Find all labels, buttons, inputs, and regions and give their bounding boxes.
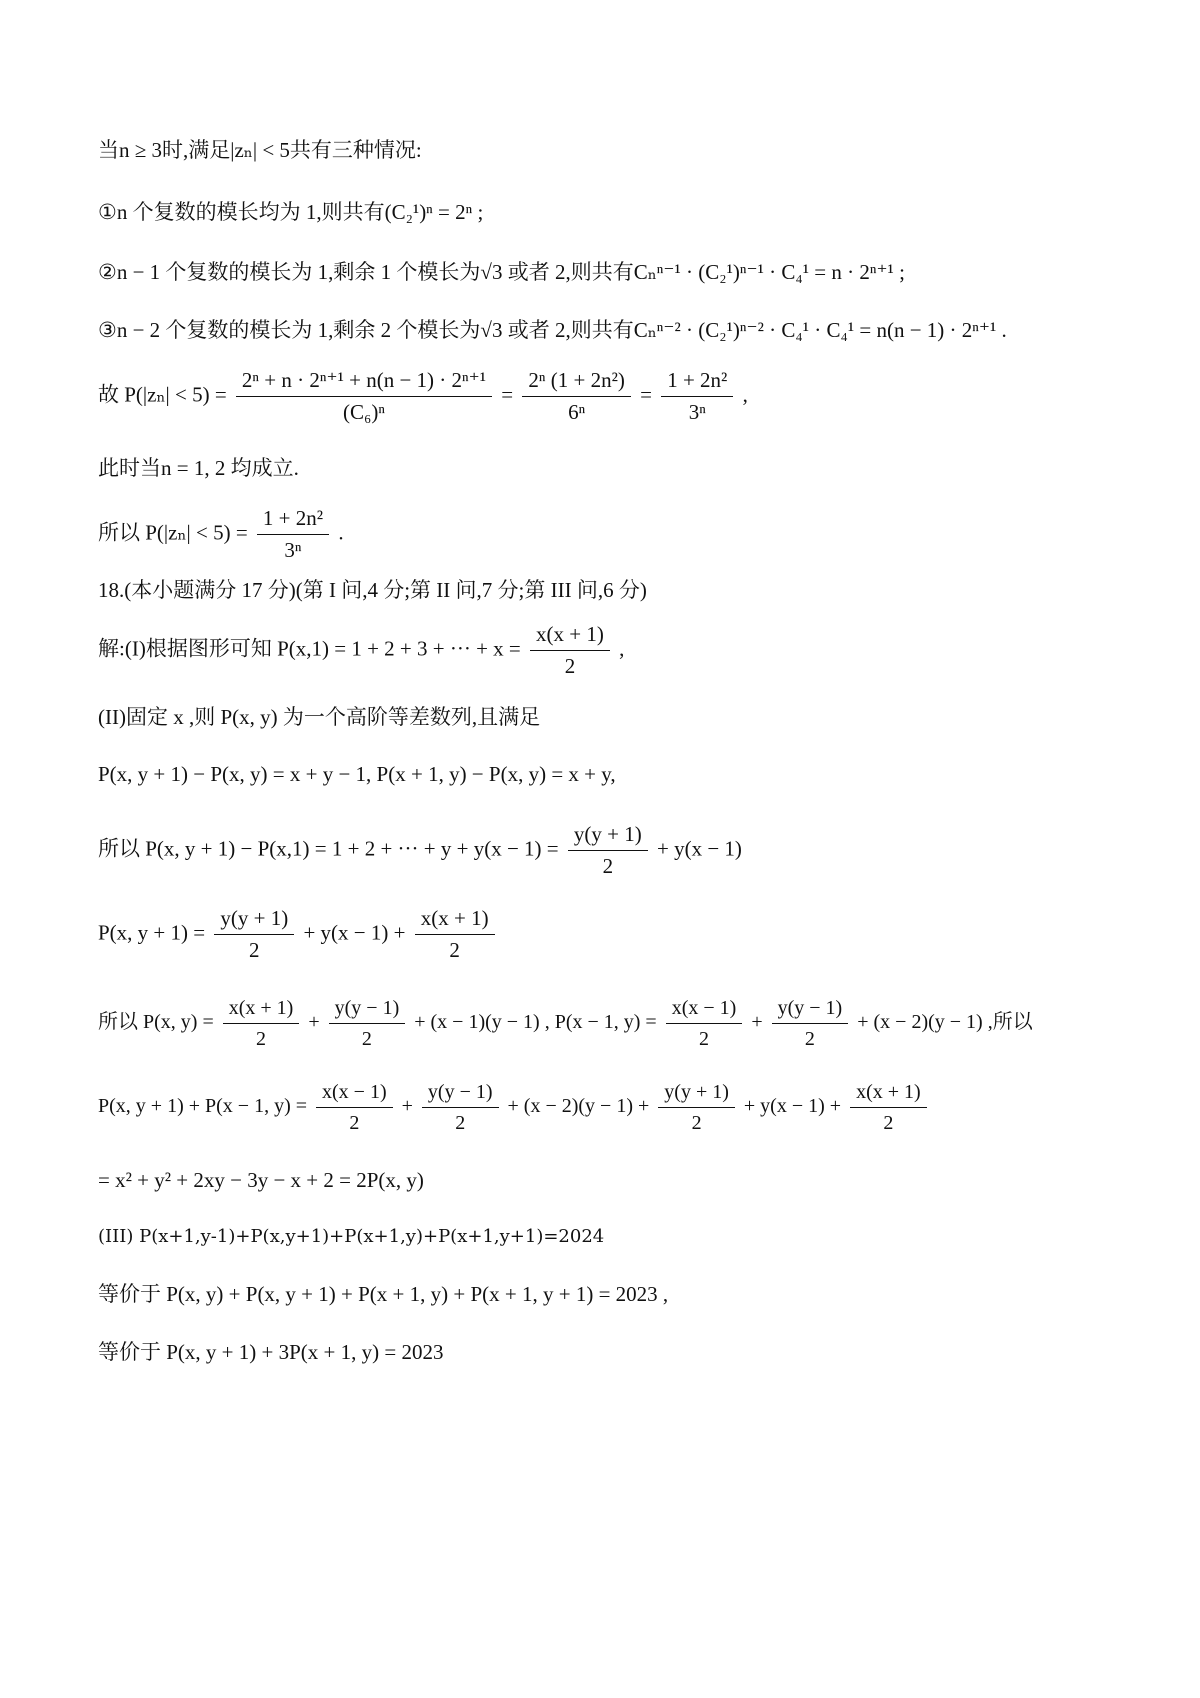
part-ii-intro: (II)固定 x ,则 P(x, y) 为一个高阶等差数列,且满足 [98, 705, 541, 729]
eq14-op2: + [751, 1011, 763, 1034]
probability-equation [98, 368, 748, 425]
eq14-f3-numerator: x(x − 1) [666, 996, 743, 1024]
eq13-fraction-2 [415, 906, 495, 963]
eq13-f1-numerator: y(y + 1) [214, 906, 294, 935]
eq14-f4-numerator: y(y − 1) [772, 996, 849, 1024]
eq5-f1-numerator: 2ⁿ + n · 2ⁿ⁺¹ + n(n − 1) · 2ⁿ⁺¹ [236, 368, 492, 397]
eq5-equals-a: = [501, 382, 514, 407]
eq12-denominator: 2 [602, 854, 614, 879]
eq15a-fraction-1 [316, 1080, 393, 1135]
part-iii-statement: (III) P(x+1,y-1)+P(x,y+1)+P(x+1,y)+P(x+1,y+1)=2024 [98, 1226, 605, 1247]
eq14-f4-denominator: 2 [804, 1028, 815, 1050]
eq14-f3-denominator: 2 [699, 1028, 710, 1050]
text-line-2: ①n 个复数的模长均为 1,则共有(C₂¹)ⁿ = 2ⁿ ; [98, 200, 484, 224]
eq9-prefix: 解:(I)根据图形可知 P(x,1) = 1 + 2 + 3 + ··· + x = [98, 636, 527, 661]
eq15a-f2-numerator: y(y − 1) [422, 1080, 499, 1108]
text-line-1: 当n ≥ 3时,满足|zₙ| < 5共有三种情况: [98, 138, 422, 162]
eq7-fraction [257, 506, 329, 563]
eq7-suffix: . [338, 520, 344, 545]
eq5-fraction-3 [661, 368, 733, 425]
eq15a-fraction-3 [658, 1080, 735, 1135]
sum-p-equation [98, 1080, 931, 1135]
eq15a-op1: + [401, 1095, 413, 1118]
eq13-prefix: P(x, y + 1) = [98, 920, 211, 945]
sum-equation [98, 822, 742, 879]
eq5-f3-numerator: 1 + 2n² [661, 368, 733, 397]
text-line-3: ②n − 1 个复数的模长为 1,剩余 1 个模长为√3 或者 2,则共有Cₙⁿ⁻¹ · (C₂¹)ⁿ⁻¹ · C₄¹ = n · 2ⁿ⁺¹ ; [98, 260, 905, 284]
eq5-suffix: , [742, 382, 748, 407]
eq5-f1-denominator: (C₆)ⁿ [343, 400, 385, 425]
eq15a-f3-numerator: y(y + 1) [658, 1080, 735, 1108]
eq15a-f1-numerator: x(x − 1) [316, 1080, 393, 1108]
problem-18-header: 18.(本小题满分 17 分)(第 I 问,4 分;第 II 问,7 分;第 III 问,6 分) [98, 578, 647, 602]
conclusion-equation [98, 506, 344, 563]
eq5-fraction-2 [522, 368, 631, 425]
eq15a-fraction-2 [422, 1080, 499, 1135]
eq13-f1-denominator: 2 [249, 938, 260, 963]
eq13-mid: + y(x − 1) + [303, 920, 406, 945]
eq15a-op2: + y(x − 1) + [743, 1095, 842, 1118]
eq15a-f1-denominator: 2 [349, 1112, 360, 1134]
text-line-6: 此时当n = 1, 2 均成立. [98, 456, 299, 480]
p-xy1-equation [98, 906, 499, 963]
eq14-f2-denominator: 2 [361, 1028, 372, 1050]
eq15a-f4-numerator: x(x + 1) [850, 1080, 927, 1108]
eq5-prefix: 故 P(|zₙ| < 5) = [98, 382, 232, 407]
eq14-op1: + [308, 1011, 320, 1034]
part-i-solution [98, 622, 624, 679]
eq5-fraction-1 [236, 368, 492, 425]
eq14-fraction-1 [223, 996, 300, 1051]
eq15a-f2-denominator: 2 [455, 1112, 466, 1134]
eq7-numerator: 1 + 2n² [257, 506, 329, 535]
eq9-fraction [530, 622, 610, 679]
eq14-fraction-4 [772, 996, 849, 1051]
eq12-prefix: 所以 P(x, y + 1) − P(x,1) = 1 + 2 + ··· + y + y(x − 1) = [98, 836, 564, 861]
eq13-fraction-1 [214, 906, 294, 963]
eq14-f2-numerator: y(y − 1) [329, 996, 406, 1024]
eq14-fraction-2 [329, 996, 406, 1051]
eq5-f2-numerator: 2ⁿ (1 + 2n²) [522, 368, 631, 397]
equivalent-equation-2: 等价于 P(x, y + 1) + 3P(x + 1, y) = 2023 [98, 1340, 444, 1364]
eq14-f1-numerator: x(x + 1) [223, 996, 300, 1024]
recurrence-relations: P(x, y + 1) − P(x, y) = x + y − 1, P(x + 1, y) − P(x, y) = x + y, [98, 762, 616, 786]
eq7-denominator: 3ⁿ [284, 538, 302, 563]
text-line-4: ③n − 2 个复数的模长为 1,剩余 2 个模长为√3 或者 2,则共有Cₙⁿ⁻² · (C₂¹)ⁿ⁻² · C₄¹ · C₄¹ = n(n − 1) · 2ⁿ⁺¹ . [98, 318, 1007, 342]
eq12-suffix: + y(x − 1) [656, 836, 742, 861]
eq14-mid: + (x − 1)(y − 1) , P(x − 1, y) = [414, 1011, 657, 1034]
eq15a-mid: + (x − 2)(y − 1) + [507, 1095, 650, 1118]
p-xy-equation [98, 996, 1033, 1051]
eq13-f2-denominator: 2 [449, 938, 460, 963]
eq9-suffix: , [619, 636, 625, 661]
eq15a-f4-denominator: 2 [883, 1112, 894, 1134]
eq7-prefix: 所以 P(|zₙ| < 5) = [98, 520, 253, 545]
eq14-prefix: 所以 P(x, y) = [98, 1011, 219, 1034]
eq12-fraction [568, 822, 648, 879]
simplified-result: = x² + y² + 2xy − 3y − x + 2 = 2P(x, y) [98, 1168, 424, 1192]
eq13-f2-numerator: x(x + 1) [415, 906, 495, 935]
eq15a-fraction-4 [850, 1080, 927, 1135]
eq14-suffix: + (x − 2)(y − 1) ,所以 [857, 1011, 1033, 1034]
eq9-denominator: 2 [564, 654, 576, 679]
eq5-equals-b: = [640, 382, 652, 407]
eq15a-f3-denominator: 2 [691, 1112, 702, 1134]
eq9-numerator: x(x + 1) [530, 622, 610, 651]
eq5-f2-denominator: 6ⁿ [568, 400, 586, 425]
eq14-fraction-3 [666, 996, 743, 1051]
eq5-f3-denominator: 3ⁿ [688, 400, 706, 425]
eq15a-prefix: P(x, y + 1) + P(x − 1, y) = [98, 1095, 313, 1118]
equivalent-equation-1: 等价于 P(x, y) + P(x, y + 1) + P(x + 1, y) + P(x + 1, y + 1) = 2023 , [98, 1282, 669, 1306]
eq14-f1-denominator: 2 [256, 1028, 267, 1050]
eq12-numerator: y(y + 1) [568, 822, 648, 851]
